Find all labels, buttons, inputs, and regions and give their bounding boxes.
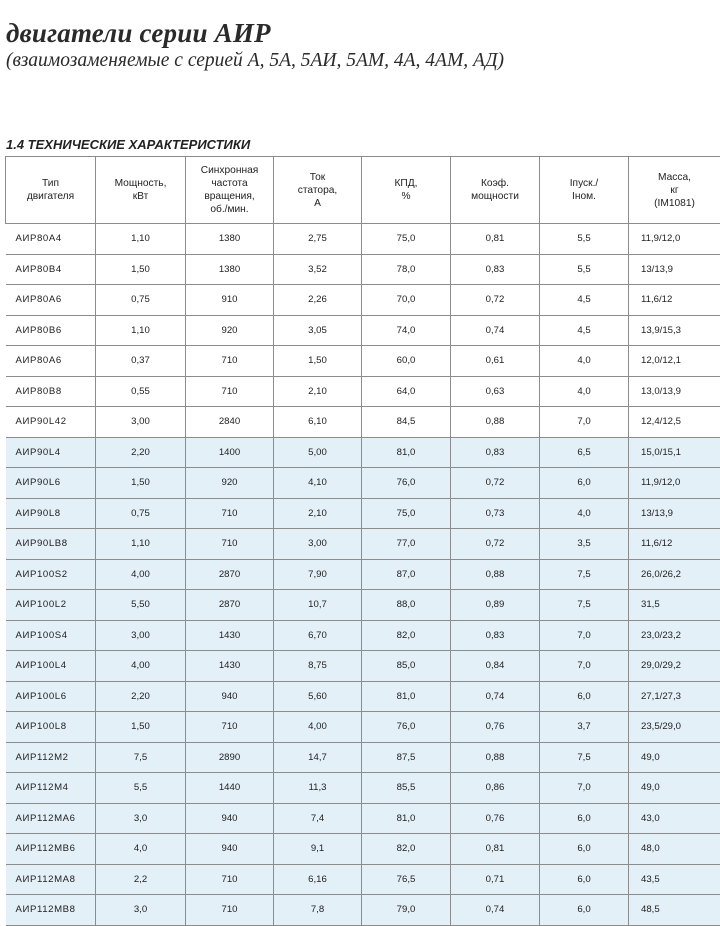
cell-start-current-ratio: 5,5 bbox=[540, 224, 629, 255]
table-row bbox=[6, 834, 720, 865]
cell-start-current-ratio: 6,0 bbox=[540, 834, 629, 865]
table-row bbox=[6, 681, 720, 712]
cell-stator-current: 4,10 bbox=[274, 468, 362, 499]
cell-power-factor: 0,89 bbox=[451, 590, 540, 621]
column-header-mass bbox=[629, 157, 720, 224]
column-header-line: Тип bbox=[42, 178, 59, 189]
cell-efficiency: 81,0 bbox=[362, 437, 451, 468]
cell-stator-current: 7,8 bbox=[274, 895, 362, 926]
cell-stator-current: 3,00 bbox=[274, 529, 362, 560]
cell-efficiency: 82,0 bbox=[362, 620, 451, 651]
cell-type: АИР112МВ8 bbox=[6, 895, 96, 926]
cell-power-factor: 0,72 bbox=[451, 468, 540, 499]
cell-efficiency: 78,0 bbox=[362, 254, 451, 285]
cell-power: 0,75 bbox=[96, 285, 186, 316]
cell-mass: 43,5 bbox=[629, 864, 720, 895]
cell-stator-current: 8,75 bbox=[274, 651, 362, 682]
cell-stator-current: 10,7 bbox=[274, 590, 362, 621]
cell-sync-speed: 2870 bbox=[186, 590, 274, 621]
cell-start-current-ratio: 4,0 bbox=[540, 376, 629, 407]
cell-sync-speed: 920 bbox=[186, 315, 274, 346]
specs-table bbox=[5, 156, 720, 926]
cell-stator-current: 6,16 bbox=[274, 864, 362, 895]
cell-start-current-ratio: 4,0 bbox=[540, 498, 629, 529]
cell-type: АИР80А6 bbox=[6, 285, 96, 316]
column-header-line: Ток bbox=[310, 172, 326, 183]
cell-sync-speed: 940 bbox=[186, 803, 274, 834]
cell-efficiency: 81,0 bbox=[362, 803, 451, 834]
table-row bbox=[6, 285, 720, 316]
column-header-line: частота bbox=[211, 178, 247, 189]
cell-stator-current: 9,1 bbox=[274, 834, 362, 865]
cell-power-factor: 0,88 bbox=[451, 559, 540, 590]
cell-mass: 48,5 bbox=[629, 895, 720, 926]
cell-power-factor: 0,61 bbox=[451, 346, 540, 377]
cell-power-factor: 0,74 bbox=[451, 315, 540, 346]
table-body bbox=[6, 224, 720, 926]
cell-mass: 27,1/27,3 bbox=[629, 681, 720, 712]
cell-efficiency: 70,0 bbox=[362, 285, 451, 316]
column-header-efficiency bbox=[362, 157, 451, 224]
cell-power: 4,00 bbox=[96, 559, 186, 590]
cell-type: АИР90LВ8 bbox=[6, 529, 96, 560]
cell-power: 1,10 bbox=[96, 224, 186, 255]
cell-power-factor: 0,81 bbox=[451, 834, 540, 865]
cell-power: 0,75 bbox=[96, 498, 186, 529]
column-header-power bbox=[96, 157, 186, 224]
cell-power-factor: 0,88 bbox=[451, 407, 540, 438]
column-header-line: двигателя bbox=[27, 191, 74, 202]
cell-power: 2,20 bbox=[96, 437, 186, 468]
table-row bbox=[6, 620, 720, 651]
cell-sync-speed: 1440 bbox=[186, 773, 274, 804]
table-row bbox=[6, 742, 720, 773]
cell-start-current-ratio: 6,0 bbox=[540, 803, 629, 834]
cell-type: АИР112М4 bbox=[6, 773, 96, 804]
cell-mass: 11,9/12,0 bbox=[629, 224, 720, 255]
table-row bbox=[6, 346, 720, 377]
cell-stator-current: 3,05 bbox=[274, 315, 362, 346]
cell-type: АИР112М2 bbox=[6, 742, 96, 773]
cell-sync-speed: 1430 bbox=[186, 620, 274, 651]
column-header-line: Iпуск./ bbox=[570, 178, 599, 189]
column-header-line: кг bbox=[670, 185, 678, 196]
table-row bbox=[6, 864, 720, 895]
cell-mass: 13,0/13,9 bbox=[629, 376, 720, 407]
table-row bbox=[6, 315, 720, 346]
cell-sync-speed: 710 bbox=[186, 712, 274, 743]
page-title: двигатели серии АИР bbox=[6, 18, 271, 49]
cell-mass: 11,9/12,0 bbox=[629, 468, 720, 499]
cell-type: АИР80А4 bbox=[6, 224, 96, 255]
cell-efficiency: 85,5 bbox=[362, 773, 451, 804]
cell-efficiency: 87,0 bbox=[362, 559, 451, 590]
cell-power: 0,37 bbox=[96, 346, 186, 377]
cell-stator-current: 11,3 bbox=[274, 773, 362, 804]
cell-efficiency: 75,0 bbox=[362, 498, 451, 529]
cell-type: АИР90L42 bbox=[6, 407, 96, 438]
cell-power-factor: 0,73 bbox=[451, 498, 540, 529]
cell-start-current-ratio: 4,0 bbox=[540, 346, 629, 377]
cell-stator-current: 6,70 bbox=[274, 620, 362, 651]
cell-start-current-ratio: 7,0 bbox=[540, 773, 629, 804]
cell-start-current-ratio: 7,0 bbox=[540, 407, 629, 438]
cell-type: АИР100L8 bbox=[6, 712, 96, 743]
cell-type: АИР100S2 bbox=[6, 559, 96, 590]
cell-sync-speed: 940 bbox=[186, 681, 274, 712]
cell-power-factor: 0,71 bbox=[451, 864, 540, 895]
cell-power: 4,0 bbox=[96, 834, 186, 865]
cell-sync-speed: 2870 bbox=[186, 559, 274, 590]
column-header-line: % bbox=[401, 191, 410, 202]
cell-power: 2,2 bbox=[96, 864, 186, 895]
table-row bbox=[6, 559, 720, 590]
cell-power: 3,00 bbox=[96, 620, 186, 651]
column-header-start-current-ratio bbox=[540, 157, 629, 224]
cell-stator-current: 5,00 bbox=[274, 437, 362, 468]
cell-power: 5,5 bbox=[96, 773, 186, 804]
table-row bbox=[6, 712, 720, 743]
cell-power-factor: 0,72 bbox=[451, 529, 540, 560]
table-row bbox=[6, 254, 720, 285]
cell-efficiency: 79,0 bbox=[362, 895, 451, 926]
column-header-line: статора, bbox=[298, 185, 337, 196]
cell-start-current-ratio: 5,5 bbox=[540, 254, 629, 285]
cell-sync-speed: 920 bbox=[186, 468, 274, 499]
cell-start-current-ratio: 7,0 bbox=[540, 651, 629, 682]
cell-stator-current: 2,26 bbox=[274, 285, 362, 316]
cell-power: 7,5 bbox=[96, 742, 186, 773]
cell-sync-speed: 1380 bbox=[186, 254, 274, 285]
cell-power-factor: 0,83 bbox=[451, 254, 540, 285]
page-subtitle: (взаимозаменяемые с серией А, 5А, 5АИ, 5АМ, 4А, 4АМ, АД) bbox=[6, 50, 504, 72]
column-header-stator-current bbox=[274, 157, 362, 224]
column-header-power-factor bbox=[451, 157, 540, 224]
cell-power-factor: 0,63 bbox=[451, 376, 540, 407]
cell-stator-current: 2,75 bbox=[274, 224, 362, 255]
cell-stator-current: 6,10 bbox=[274, 407, 362, 438]
cell-power: 5,50 bbox=[96, 590, 186, 621]
cell-mass: 23,0/23,2 bbox=[629, 620, 720, 651]
table-row bbox=[6, 529, 720, 560]
cell-mass: 48,0 bbox=[629, 834, 720, 865]
cell-start-current-ratio: 6,0 bbox=[540, 468, 629, 499]
table-row bbox=[6, 376, 720, 407]
cell-mass: 26,0/26,2 bbox=[629, 559, 720, 590]
cell-type: АИР80А6 bbox=[6, 346, 96, 377]
column-header-line: А bbox=[314, 198, 321, 209]
cell-stator-current: 4,00 bbox=[274, 712, 362, 743]
cell-power-factor: 0,86 bbox=[451, 773, 540, 804]
cell-power-factor: 0,76 bbox=[451, 712, 540, 743]
cell-sync-speed: 1380 bbox=[186, 224, 274, 255]
cell-power-factor: 0,74 bbox=[451, 895, 540, 926]
column-header-line: Iном. bbox=[572, 191, 596, 202]
cell-mass: 49,0 bbox=[629, 742, 720, 773]
cell-mass: 23,5/29,0 bbox=[629, 712, 720, 743]
cell-type: АИР90L4 bbox=[6, 437, 96, 468]
cell-mass: 31,5 bbox=[629, 590, 720, 621]
column-header-line: (IM1081) bbox=[654, 198, 695, 209]
table-row bbox=[6, 468, 720, 499]
cell-stator-current: 2,10 bbox=[274, 376, 362, 407]
column-header-sync-speed bbox=[186, 157, 274, 224]
column-header-line: вращения, bbox=[204, 191, 254, 202]
cell-power-factor: 0,76 bbox=[451, 803, 540, 834]
cell-power: 0,55 bbox=[96, 376, 186, 407]
table-row bbox=[6, 498, 720, 529]
cell-power-factor: 0,74 bbox=[451, 681, 540, 712]
cell-efficiency: 76,0 bbox=[362, 712, 451, 743]
cell-sync-speed: 710 bbox=[186, 864, 274, 895]
cell-type: АИР112МА8 bbox=[6, 864, 96, 895]
table-row bbox=[6, 590, 720, 621]
cell-start-current-ratio: 6,0 bbox=[540, 681, 629, 712]
cell-stator-current: 3,52 bbox=[274, 254, 362, 285]
cell-sync-speed: 710 bbox=[186, 895, 274, 926]
cell-stator-current: 5,60 bbox=[274, 681, 362, 712]
header-row bbox=[6, 157, 720, 224]
cell-power-factor: 0,83 bbox=[451, 437, 540, 468]
cell-sync-speed: 710 bbox=[186, 376, 274, 407]
table-header bbox=[6, 157, 720, 224]
cell-type: АИР90L6 bbox=[6, 468, 96, 499]
table-row bbox=[6, 773, 720, 804]
cell-type: АИР80В8 bbox=[6, 376, 96, 407]
cell-power-factor: 0,72 bbox=[451, 285, 540, 316]
cell-start-current-ratio: 7,0 bbox=[540, 620, 629, 651]
cell-mass: 15,0/15,1 bbox=[629, 437, 720, 468]
cell-stator-current: 7,4 bbox=[274, 803, 362, 834]
cell-efficiency: 64,0 bbox=[362, 376, 451, 407]
cell-stator-current: 1,50 bbox=[274, 346, 362, 377]
cell-mass: 13/13,9 bbox=[629, 498, 720, 529]
column-header-line: Синхронная bbox=[201, 165, 259, 176]
cell-sync-speed: 2840 bbox=[186, 407, 274, 438]
cell-power: 1,50 bbox=[96, 712, 186, 743]
cell-efficiency: 60,0 bbox=[362, 346, 451, 377]
cell-efficiency: 77,0 bbox=[362, 529, 451, 560]
cell-efficiency: 84,5 bbox=[362, 407, 451, 438]
cell-power: 1,10 bbox=[96, 315, 186, 346]
cell-efficiency: 74,0 bbox=[362, 315, 451, 346]
cell-start-current-ratio: 7,5 bbox=[540, 559, 629, 590]
cell-sync-speed: 710 bbox=[186, 498, 274, 529]
column-header-line: мощности bbox=[471, 191, 519, 202]
cell-efficiency: 81,0 bbox=[362, 681, 451, 712]
table-row bbox=[6, 437, 720, 468]
cell-sync-speed: 2890 bbox=[186, 742, 274, 773]
cell-efficiency: 85,0 bbox=[362, 651, 451, 682]
cell-type: АИР100S4 bbox=[6, 620, 96, 651]
cell-power: 3,0 bbox=[96, 895, 186, 926]
column-header-type bbox=[6, 157, 96, 224]
cell-mass: 29,0/29,2 bbox=[629, 651, 720, 682]
cell-type: АИР100L6 bbox=[6, 681, 96, 712]
cell-mass: 43,0 bbox=[629, 803, 720, 834]
cell-stator-current: 7,90 bbox=[274, 559, 362, 590]
cell-efficiency: 88,0 bbox=[362, 590, 451, 621]
cell-start-current-ratio: 3,7 bbox=[540, 712, 629, 743]
cell-sync-speed: 1430 bbox=[186, 651, 274, 682]
cell-power: 1,10 bbox=[96, 529, 186, 560]
cell-type: АИР80В6 bbox=[6, 315, 96, 346]
cell-stator-current: 14,7 bbox=[274, 742, 362, 773]
cell-mass: 11,6/12 bbox=[629, 285, 720, 316]
table-row bbox=[6, 224, 720, 255]
cell-sync-speed: 910 bbox=[186, 285, 274, 316]
cell-power-factor: 0,83 bbox=[451, 620, 540, 651]
cell-start-current-ratio: 7,5 bbox=[540, 590, 629, 621]
cell-start-current-ratio: 3,5 bbox=[540, 529, 629, 560]
cell-type: АИР112МВ6 bbox=[6, 834, 96, 865]
table-row bbox=[6, 895, 720, 926]
cell-start-current-ratio: 6,0 bbox=[540, 864, 629, 895]
cell-mass: 13,9/15,3 bbox=[629, 315, 720, 346]
cell-mass: 13/13,9 bbox=[629, 254, 720, 285]
cell-start-current-ratio: 7,5 bbox=[540, 742, 629, 773]
cell-sync-speed: 710 bbox=[186, 346, 274, 377]
cell-power: 1,50 bbox=[96, 254, 186, 285]
cell-power-factor: 0,81 bbox=[451, 224, 540, 255]
cell-type: АИР100L2 bbox=[6, 590, 96, 621]
cell-mass: 12,0/12,1 bbox=[629, 346, 720, 377]
cell-mass: 11,6/12 bbox=[629, 529, 720, 560]
column-header-line: Коэф. bbox=[481, 178, 509, 189]
cell-sync-speed: 940 bbox=[186, 834, 274, 865]
table-row bbox=[6, 407, 720, 438]
column-header-line: КПД, bbox=[395, 178, 418, 189]
section-heading: 1.4 ТЕХНИЧЕСКИЕ ХАРАКТЕРИСТИКИ bbox=[6, 137, 250, 152]
cell-sync-speed: 710 bbox=[186, 529, 274, 560]
cell-type: АИР112МА6 bbox=[6, 803, 96, 834]
cell-start-current-ratio: 4,5 bbox=[540, 285, 629, 316]
cell-efficiency: 76,5 bbox=[362, 864, 451, 895]
table-row bbox=[6, 803, 720, 834]
cell-power-factor: 0,84 bbox=[451, 651, 540, 682]
cell-power: 4,00 bbox=[96, 651, 186, 682]
cell-type: АИР80В4 bbox=[6, 254, 96, 285]
cell-stator-current: 2,10 bbox=[274, 498, 362, 529]
cell-type: АИР100L4 bbox=[6, 651, 96, 682]
cell-efficiency: 82,0 bbox=[362, 834, 451, 865]
cell-power-factor: 0,88 bbox=[451, 742, 540, 773]
cell-efficiency: 87,5 bbox=[362, 742, 451, 773]
cell-power: 2,20 bbox=[96, 681, 186, 712]
column-header-line: Масса, bbox=[658, 172, 691, 183]
cell-efficiency: 76,0 bbox=[362, 468, 451, 499]
cell-start-current-ratio: 6,5 bbox=[540, 437, 629, 468]
cell-mass: 49,0 bbox=[629, 773, 720, 804]
column-header-line: кВт bbox=[133, 191, 149, 202]
cell-type: АИР90L8 bbox=[6, 498, 96, 529]
table-row bbox=[6, 651, 720, 682]
cell-power: 3,00 bbox=[96, 407, 186, 438]
cell-power: 1,50 bbox=[96, 468, 186, 499]
cell-start-current-ratio: 4,5 bbox=[540, 315, 629, 346]
cell-mass: 12,4/12,5 bbox=[629, 407, 720, 438]
cell-sync-speed: 1400 bbox=[186, 437, 274, 468]
cell-efficiency: 75,0 bbox=[362, 224, 451, 255]
column-header-line: об./мин. bbox=[210, 204, 248, 215]
cell-start-current-ratio: 6,0 bbox=[540, 895, 629, 926]
column-header-line: Мощность, bbox=[115, 178, 167, 189]
cell-power: 3,0 bbox=[96, 803, 186, 834]
